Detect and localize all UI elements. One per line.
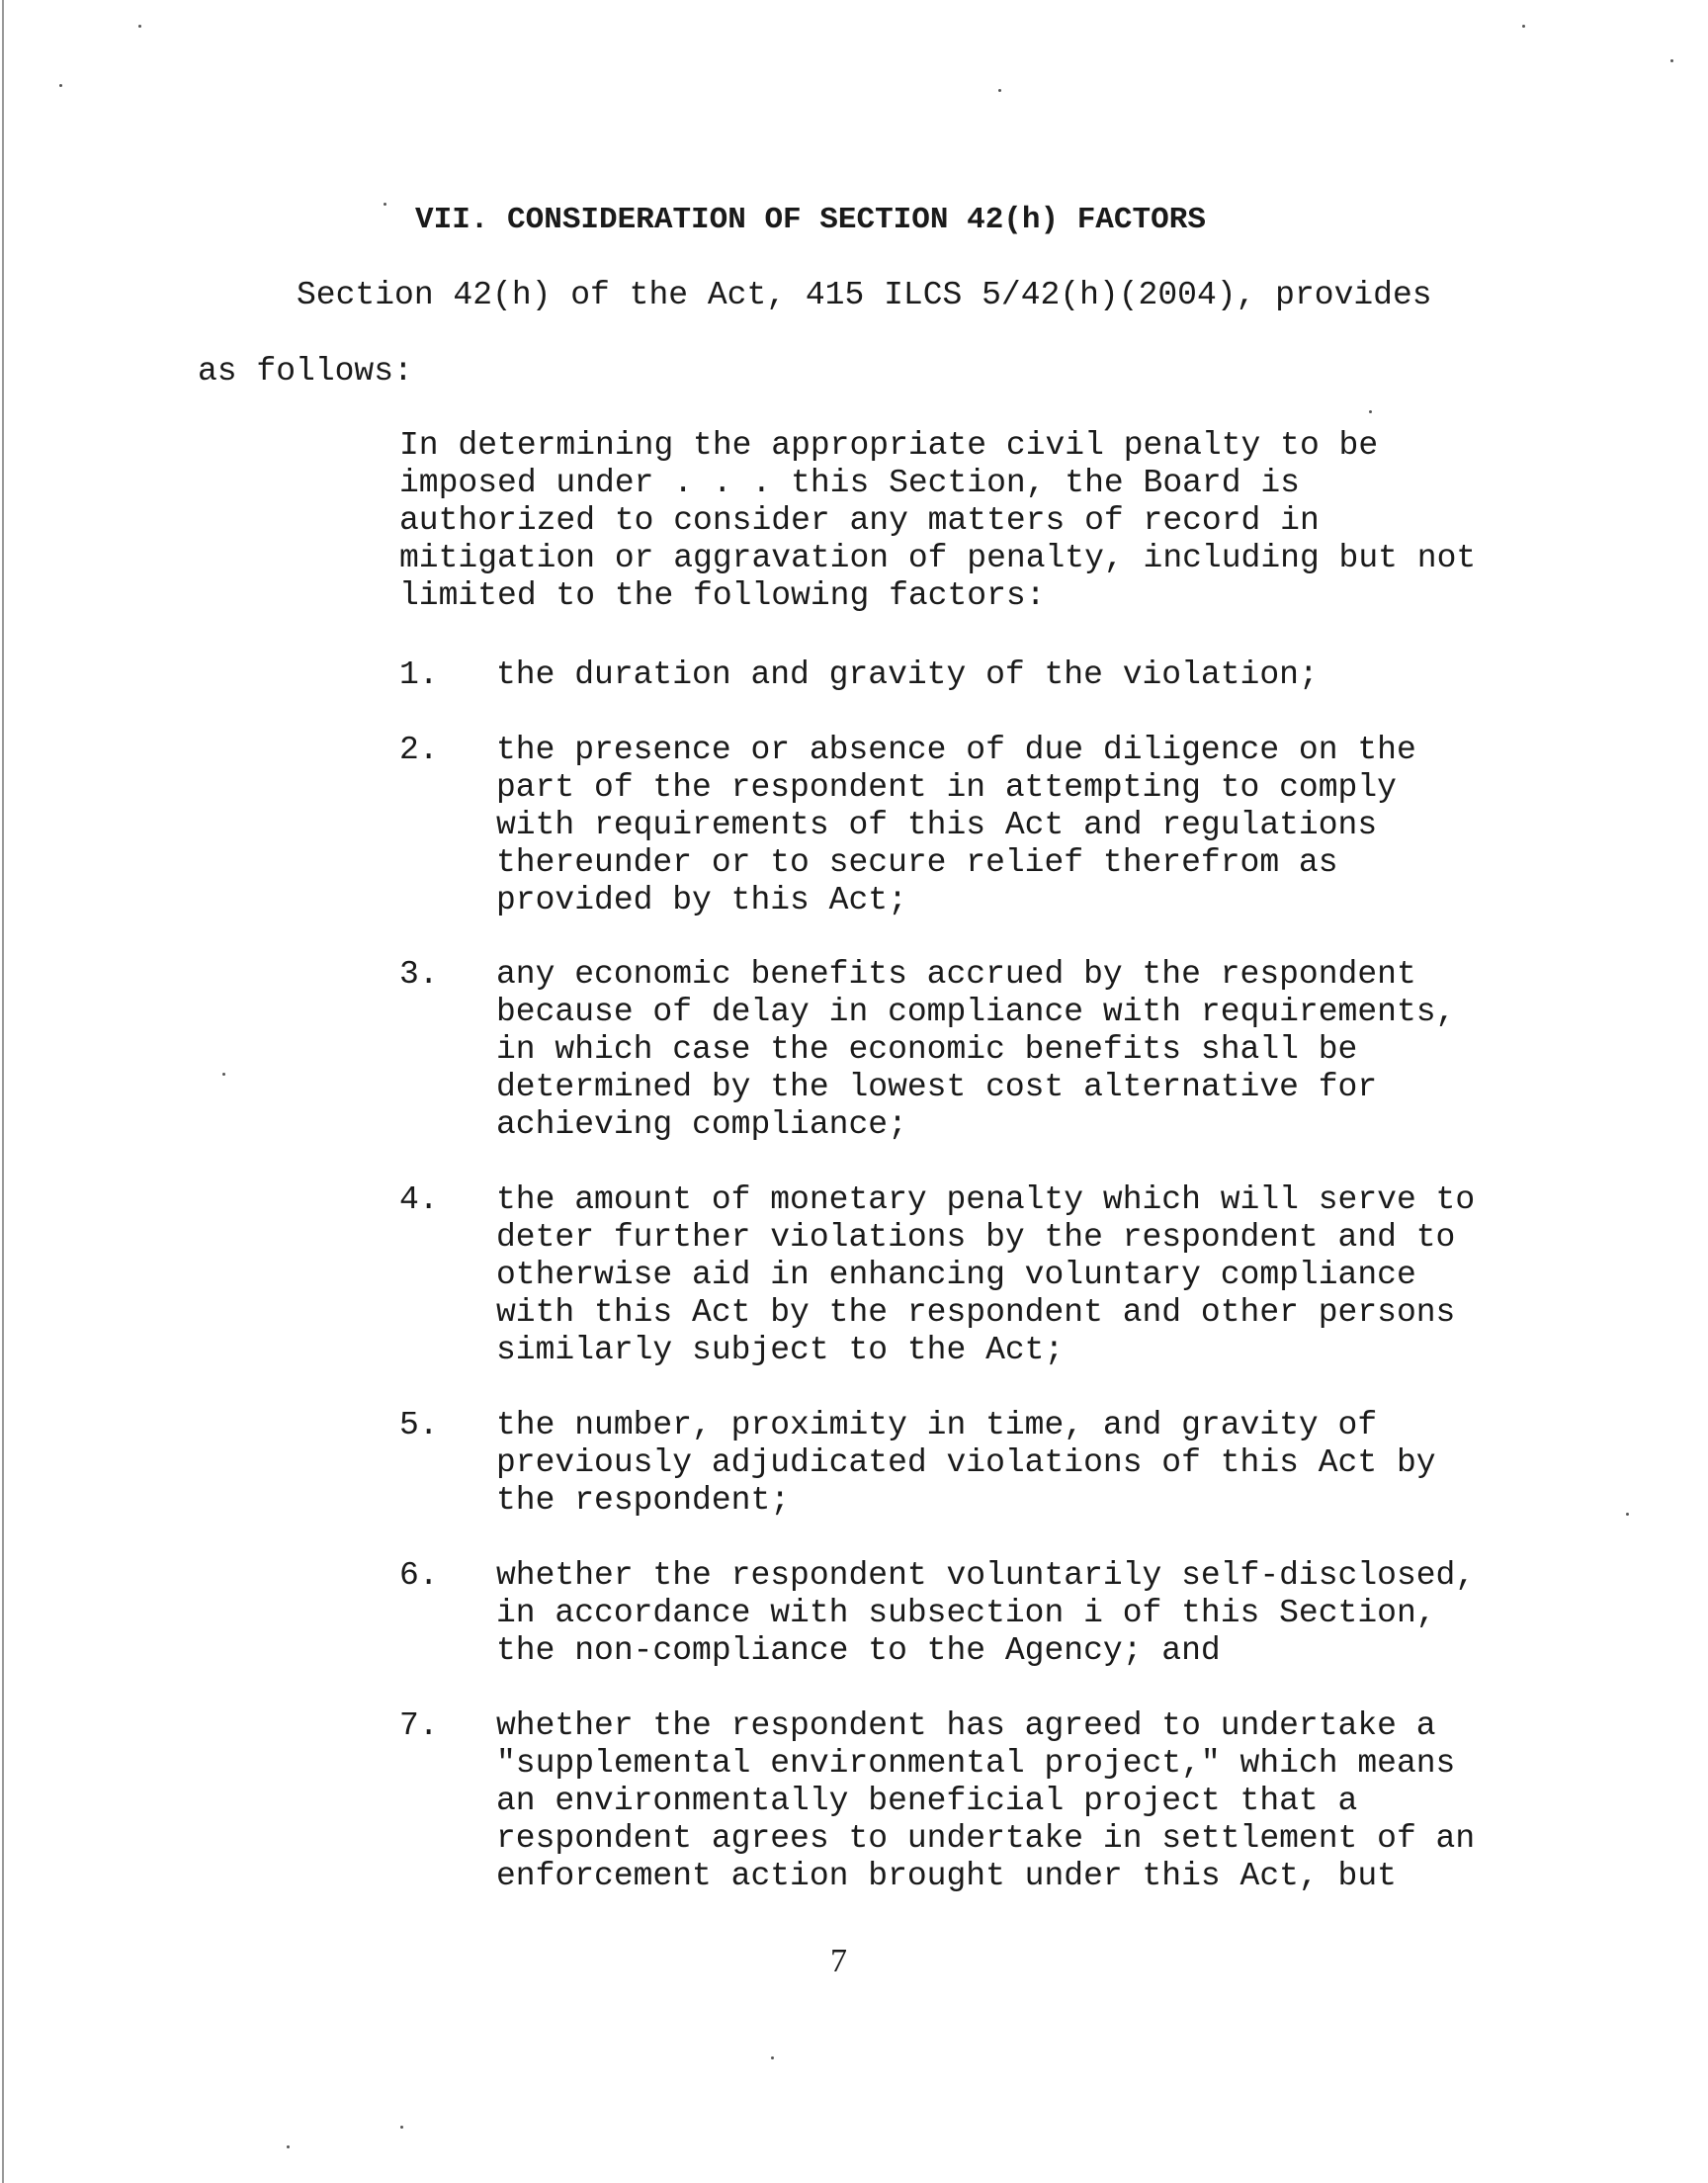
scan-speck <box>771 2056 774 2059</box>
factor-text: the number, proximity in time, and gravity of previously adjudicated violations of this Act by the respondent; <box>496 1407 1436 1519</box>
factor-text: whether the respondent voluntarily self-disclosed, in accordance with subsection i of this Section, the non-compliance to the Agency; and <box>496 1557 1476 1669</box>
scan-speck <box>400 2126 403 2129</box>
page-scan-edge <box>2 0 4 2183</box>
factor-number: 2. <box>399 732 439 768</box>
factor-text: the amount of monetary penalty which will serve to deter further violations by the respondent and to otherwise aid in enhancing voluntary compliance with this Act by the respondent and other persons similarly subject to the Act; <box>496 1181 1476 1368</box>
scan-speck <box>384 203 386 206</box>
scan-speck <box>287 2145 290 2148</box>
block-quote: In determining the appropriate civil penalty to be imposed under . . . this Section, the Board is authorized to consider any matters of record in mitigation or aggravation of penalty, including but not limited to the following factors: <box>399 427 1477 614</box>
factor-text: any economic benefits accrued by the respondent because of delay in compliance with requirements, in which case the economic benefits shall be determined by the lowest cost alternative for achieving compliance; <box>496 956 1456 1143</box>
factor-text: the duration and gravity of the violation; <box>496 656 1319 693</box>
scan-speck <box>1522 25 1525 28</box>
scan-speck <box>138 25 141 28</box>
factor-number: 6. <box>399 1557 439 1594</box>
intro-line-2: as follows: <box>198 353 413 390</box>
factor-number: 4. <box>399 1181 439 1218</box>
intro-line-1: Section 42(h) of the Act, 415 ILCS 5/42(h)(2004), provides <box>297 277 1432 313</box>
factor-text: the presence or absence of due diligence on the part of the respondent in attempting to comply with requirements of this Act and regulations thereunder or to secure relief therefrom as provided by this Act; <box>496 732 1416 918</box>
section-heading: VII. CONSIDERATION OF SECTION 42(h) FACTORS <box>415 203 1206 237</box>
scan-speck <box>998 89 1001 92</box>
factor-number: 1. <box>399 656 439 693</box>
factor-number: 7. <box>399 1707 439 1744</box>
scan-speck <box>222 1073 225 1076</box>
page-number: 7 <box>830 1943 847 1979</box>
scan-speck <box>1369 410 1372 413</box>
factor-number: 5. <box>399 1407 439 1443</box>
factor-text: whether the respondent has agreed to undertake a "supplemental environmental project," which means an environmentally beneficial project that a respondent agrees to undertake in settlement of an enforcement action brought under this Act, but <box>496 1707 1476 1894</box>
scan-speck <box>59 84 62 87</box>
scan-speck <box>1626 1513 1629 1516</box>
factor-number: 3. <box>399 956 439 993</box>
scan-speck <box>1670 59 1673 62</box>
